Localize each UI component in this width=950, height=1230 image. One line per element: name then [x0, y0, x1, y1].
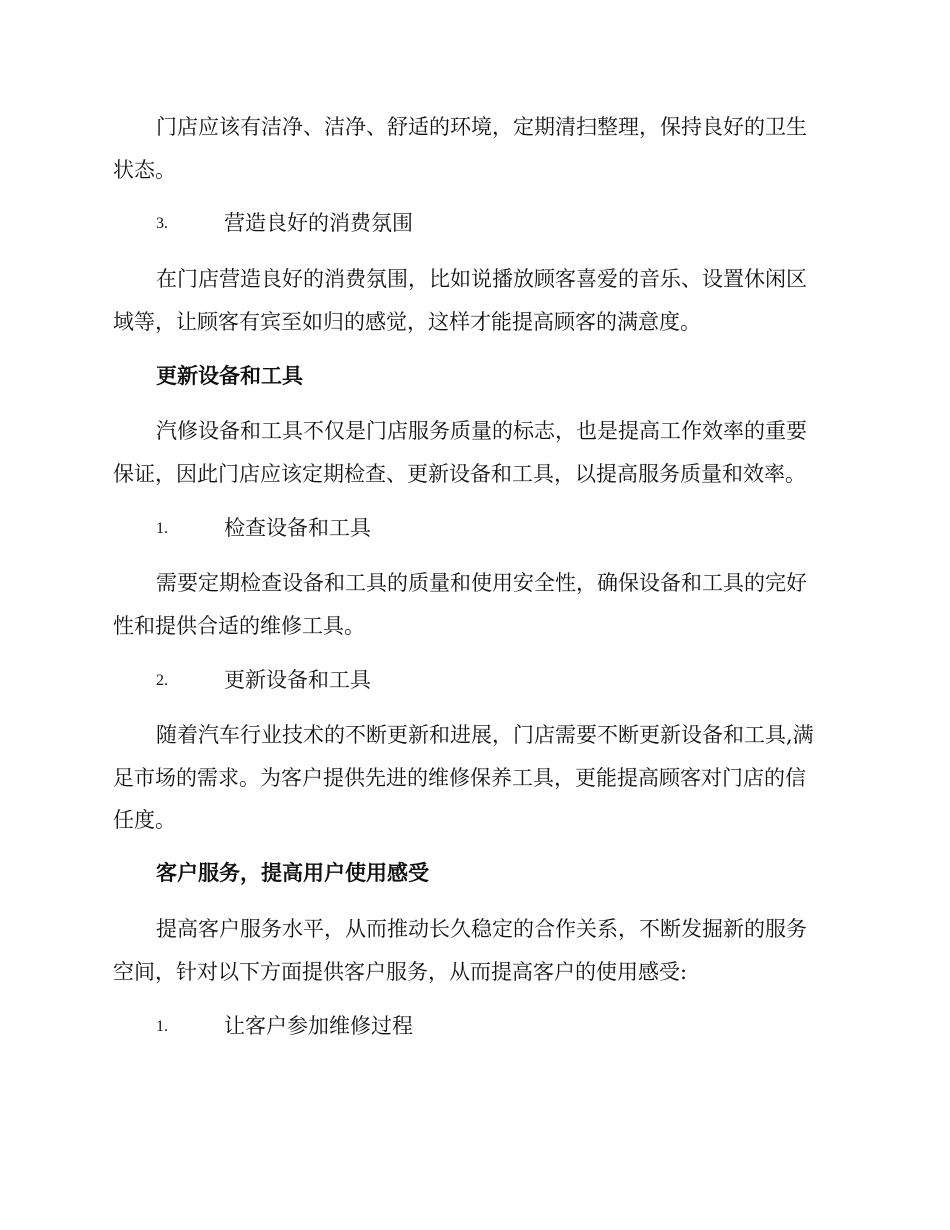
list-item-text: 营造良好的消费氛围	[224, 211, 413, 235]
list-number: 2.	[156, 672, 168, 689]
paragraph-line: 任度。	[113, 808, 176, 832]
paragraph-line: 空间，针对以下方面提供客户服务，从而提高客户的使用感受:	[113, 960, 688, 984]
paragraph-line: 门店应该有洁净、洁净、舒适的环境，定期清扫整理，保持良好的卫生	[156, 115, 807, 139]
paragraph-line: 性和提供合适的维修工具。	[113, 614, 365, 638]
paragraph-line: 随着汽车行业技术的不断更新和进展，门店需要不断更新设备和工具,满	[156, 723, 814, 747]
paragraph-line: 在门店营造良好的消费氛围，比如说播放顾客喜爱的音乐、设置休闲区	[156, 267, 807, 291]
list-number: 1.	[156, 520, 168, 537]
paragraph-line: 提高客户服务水平，从而推动长久稳定的合作关系，不断发掘新的服务	[156, 917, 807, 941]
paragraph-line: 汽修设备和工具不仅是门店服务质量的标志，也是提高工作效率的重要	[156, 419, 807, 443]
paragraph-line: 需要定期检查设备和工具的质量和使用安全性，确保设备和工具的完好	[156, 571, 807, 595]
list-item-text: 更新设备和工具	[224, 668, 371, 692]
list-number: 3.	[156, 215, 168, 232]
paragraph-line: 域等，让顾客有宾至如归的感觉，这样才能提高顾客的满意度。	[113, 310, 701, 334]
list-number: 1.	[156, 1018, 168, 1035]
paragraph-line: 保证，因此门店应该定期检查、更新设备和工具，以提高服务质量和效率。	[113, 462, 806, 486]
paragraph-line: 状态。	[113, 158, 176, 182]
paragraph-line: 足市场的需求。为客户提供先进的维修保养工具，更能提高顾客对门店的信	[113, 766, 806, 790]
list-item-text: 让客户参加维修过程	[224, 1014, 413, 1038]
section-heading: 更新设备和工具	[156, 364, 303, 388]
section-heading: 客户服务，提高用户使用感受	[156, 861, 429, 885]
list-item-text: 检查设备和工具	[224, 516, 371, 540]
